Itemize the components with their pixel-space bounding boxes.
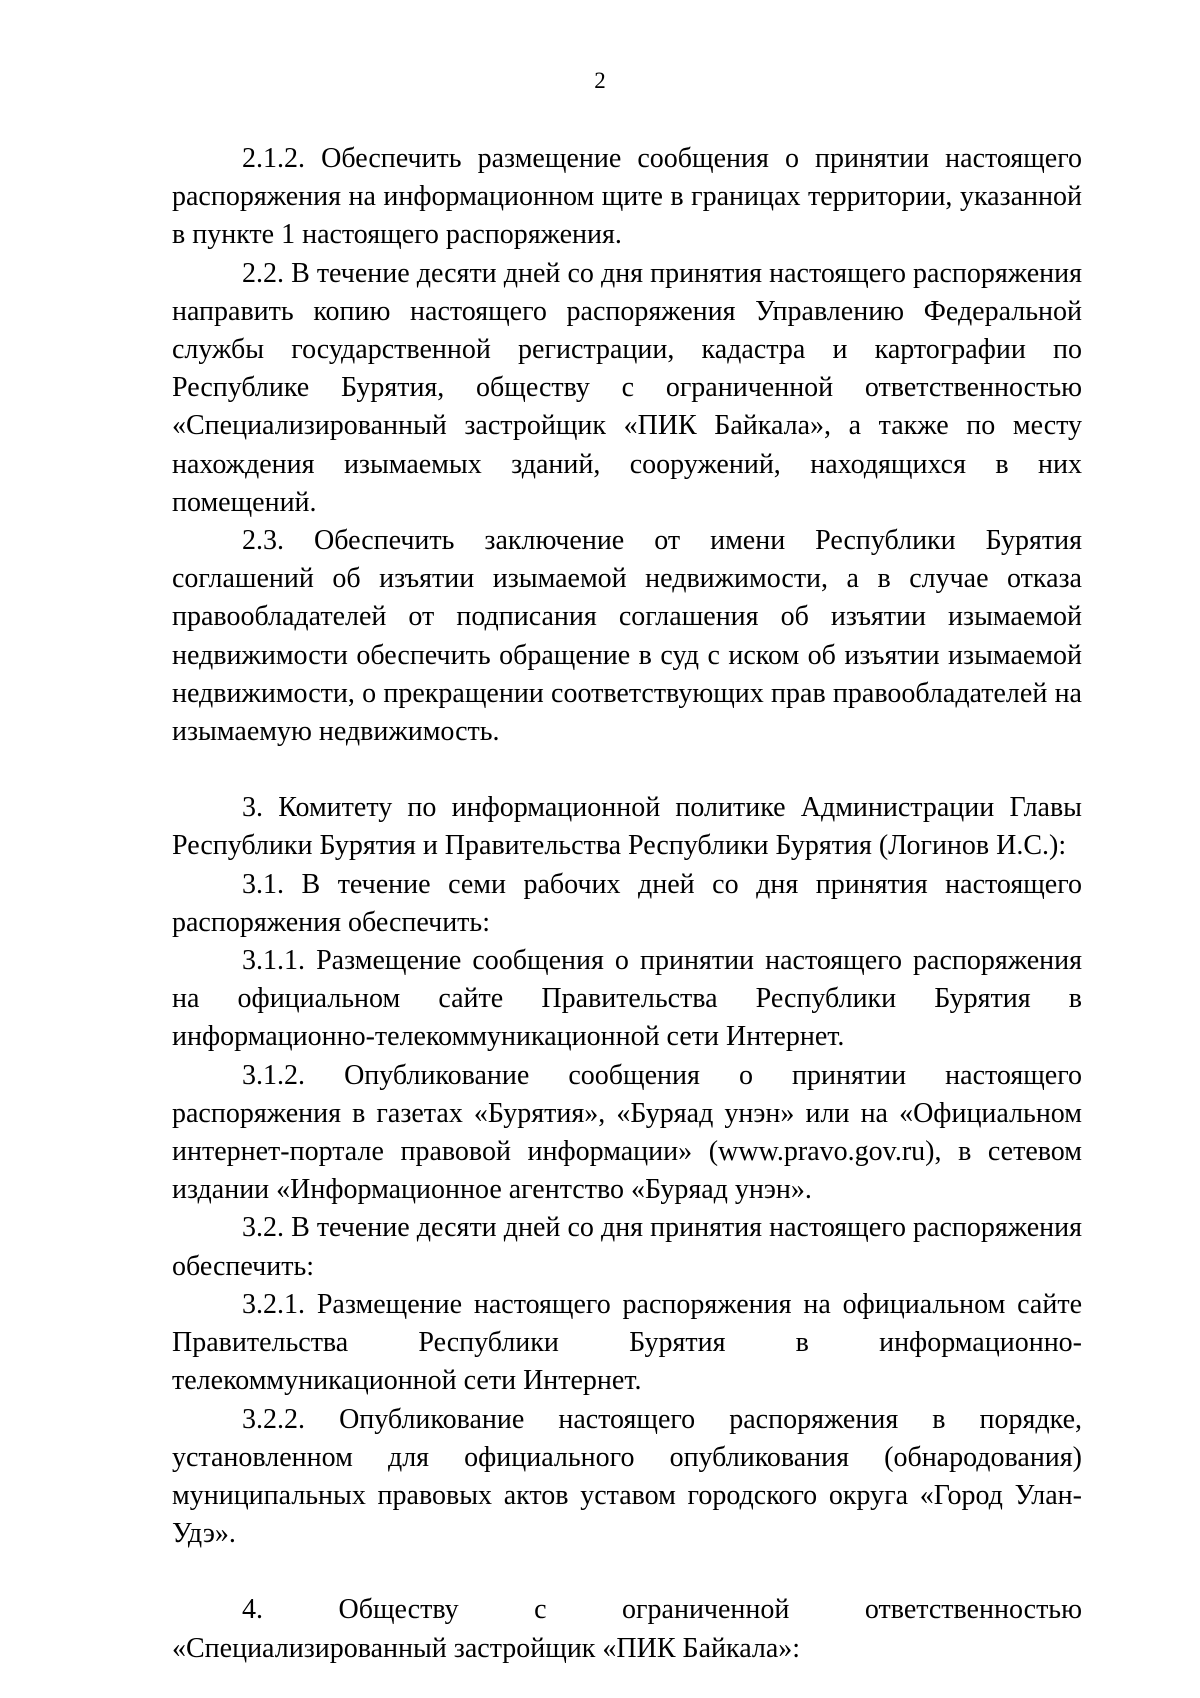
paragraph-3-1-1: 3.1.1. Размещение сообщения о принятии настоящего распоряжения на официальном сайте Правительства Республики Бурятия в информационно-телекоммуникационной сети Интернет. (172, 945, 1082, 1053)
paragraph-3-1: 3.1. В течение семи рабочих дней со дня принятия настоящего распоряжения обеспечить: (172, 868, 1082, 938)
paragraph-2-1-2: 2.1.2. Обеспечить размещение сообщения о принятии настоящего распоряжения на информационном щите в границах территории, указанной в пункте 1 настоящего распоряжения. (172, 143, 1082, 251)
page-number: 2 (594, 68, 606, 93)
paragraph-2-3: 2.3. Обеспечить заключение от имени Республики Бурятия соглашений об изъятии изымаемой недвижимости, а в случае отказа правообладателей от подписания соглашения об изъятии изымаемой недвижимости обеспечить обращение в суд с иском об изъятии изымаемой недвижимости, о прекращении соответствующих прав правообладателей на изымаемую недвижимость. (172, 525, 1082, 748)
paragraph-3-2: 3.2. В течение десяти дней со дня принятия настоящего распоряжения обеспечить: (172, 1212, 1082, 1282)
paragraph-3-1-2: 3.1.2. Опубликование сообщения о принятии настоящего распоряжения в газетах «Бурятия», «Буряад унэн» или на «Официальном интернет-портале правовой информации» (www.pravo.gov.ru), в сетевом издании «Информационное агентство «Буряад унэн». (172, 1059, 1082, 1206)
section-spacer (172, 751, 1082, 789)
paragraph-3: 3. Комитету по информационной политике Администрации Главы Республики Бурятия и Правительства Республики Бурятия (Логинов И.С.): (172, 792, 1082, 862)
paragraph-2-2: 2.2. В течение десяти дней со дня принятия настоящего распоряжения направить копию настоящего распоряжения Управлению Федеральной службы государственной регистрации, кадастра и картографии по Республике Бурятия, обществу с ограниченной ответственностью «Специализированный застройщик «ПИК Байкала», а также по месту нахождения изымаемых зданий, сооружений, находящихся в них помещений. (172, 257, 1082, 518)
paragraph-4: 4. Обществу с ограниченной ответственностью «Специализированный застройщик «ПИК Байкала»: (172, 1594, 1082, 1664)
paragraph-3-2-1: 3.2.1. Размещение настоящего распоряжения на официальном сайте Правительства Республики Бурятия в информационно-телекоммуникационной сети Интернет. (172, 1288, 1082, 1397)
paragraph-3-2-2: 3.2.2. Опубликование настоящего распоряжения в порядке, установленном для официального опубликования (обнародования) муниципальных правовых актов уставом городского округа «Город Улан-Удэ». (172, 1403, 1082, 1550)
section-spacer (172, 1553, 1082, 1591)
document-body (172, 140, 1082, 1668)
